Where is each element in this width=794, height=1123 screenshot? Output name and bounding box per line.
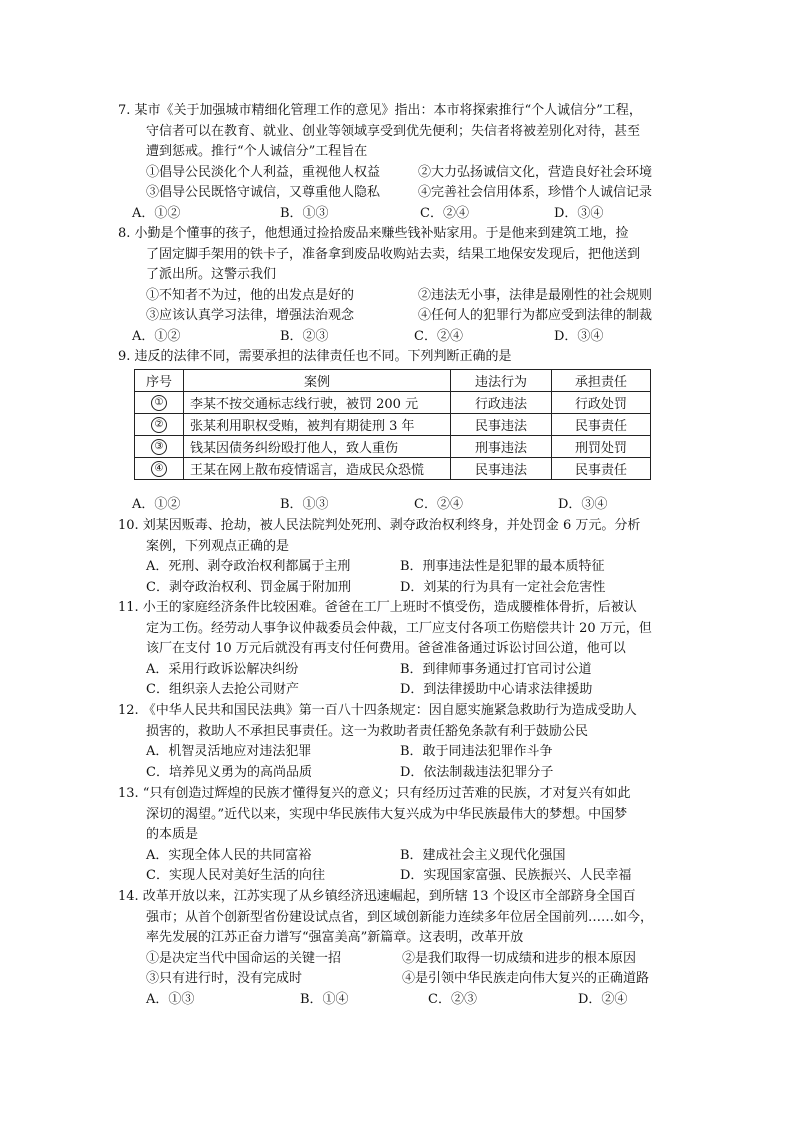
row-no: ④ — [151, 461, 167, 477]
q9-choice-d[interactable]: D．③④ — [558, 497, 608, 512]
q7-statements-row-2 — [118, 183, 678, 204]
table-header-act: 违法行为 — [451, 370, 552, 392]
q7-statement-3: ③倡导公民既恪守诚信，又尊重他人隐私 — [146, 185, 381, 200]
q11-stem-line-1: 11. 小王的家庭经济条件比较困难。爸爸在工厂上班时不慎受伤，造成腰椎体骨折，后被认 — [118, 600, 637, 615]
table-header-no: 序号 — [135, 370, 184, 392]
q9-choice-a[interactable]: A．①② — [132, 497, 181, 512]
q8-choices — [118, 327, 678, 348]
q9-choices — [118, 495, 678, 516]
q10-choices-row-2 — [118, 578, 678, 599]
q8-choice-d[interactable]: D．③④ — [554, 328, 604, 344]
q13-stem-line-1: 13. “只有创造过辉煌的民族才懂得复兴的意义；只有经历过苦难的民族，才对复兴有如此 — [118, 786, 631, 801]
q7-choice-a[interactable]: A．①② — [132, 205, 181, 221]
question-8 — [118, 224, 678, 347]
q12-stem-line-2: 损害的，救助人不承担民事责任。这一为救助者责任豁免条款有利于鼓励公民 — [146, 723, 589, 739]
q7-statement-4: ④完善社会信用体系，珍惜个人诚信记录 — [418, 185, 653, 200]
row-duty: 民事责任 — [552, 414, 651, 436]
q11-choice-b[interactable]: B．到律师事务通过打官司讨公道 — [400, 661, 592, 677]
q8-statement-4: ④任何人的犯罪行为都应受到法律的制裁 — [418, 308, 653, 323]
q8-statement-1: ①不知者不为过，他的出发点是好的 — [146, 287, 355, 303]
row-case: 王某在网上散布疫情谣言，造成民众恐慌 — [184, 458, 451, 480]
row-no: ③ — [151, 439, 167, 455]
q13-stem-line-2: 深切的渴望。”近代以来，实现中华民族伟大复兴成为中华民族最伟大的梦想。中国梦 — [146, 806, 628, 822]
q12-choice-a[interactable]: A．机智灵活地应对违法犯罪 — [146, 744, 312, 759]
q11-stem-line-3: 该厂在支付 10 万元后就没有再支付任何费用。爸爸准备通过诉讼讨回公道，他可以 — [146, 641, 626, 656]
row-act: 行政违法 — [451, 392, 552, 414]
q8-choice-a[interactable]: A．①② — [132, 328, 181, 344]
row-no: ① — [151, 395, 167, 411]
row-case: 钱某因债务纠纷殴打他人，致人重伤 — [184, 436, 451, 458]
table-header-case: 案例 — [184, 370, 451, 392]
q11-stem-line-2: 定为工伤。经劳动人事争议仲裁委员会仲裁，工厂应支付各项工伤赔偿共计 20 万元，但 — [146, 620, 652, 636]
q10-stem-line-1: 10. 刘某因贩毒、抢劫，被人民法院判处死刑、剥夺政治权利终身，并处罚金 6 万元。分析 — [118, 518, 641, 533]
q7-choice-c[interactable]: C．②④ — [420, 205, 469, 221]
q10-choice-c[interactable]: C．剥夺政治权利、罚金属于附加刑 — [146, 579, 351, 595]
q14-choice-a[interactable]: A．①③ — [146, 991, 195, 1007]
q9-choice-c[interactable]: C．②④ — [414, 497, 463, 512]
q8-statements-row-1 — [118, 286, 678, 307]
row-act: 刑事违法 — [451, 436, 552, 458]
q8-choice-c[interactable]: C．②④ — [414, 328, 463, 344]
row-no-cell — [135, 458, 184, 480]
q10-stem-line-2: 案例，下列观点正确的是 — [146, 538, 290, 554]
q11-choice-a[interactable]: A．采用行政诉讼解决纠纷 — [146, 661, 299, 677]
q7-choices — [118, 204, 678, 225]
q11-choice-d[interactable]: D．到法律援助中心请求法律援助 — [400, 682, 593, 697]
q13-choices-row-2 — [118, 866, 678, 887]
row-act: 民事违法 — [451, 458, 552, 480]
q13-choice-a[interactable]: A．实现全体人民的共同富裕 — [146, 847, 312, 863]
q9-case-table — [134, 369, 651, 480]
q9-stem: 9. 违反的法律不同，需要承担的法律责任也不同。下列判断正确的是 — [118, 349, 512, 364]
q14-choices — [118, 990, 678, 1011]
q10-choices-row-1 — [118, 557, 678, 578]
question-10 — [118, 516, 678, 598]
question-7 — [118, 101, 678, 224]
table-row — [135, 392, 651, 414]
question-14 — [118, 887, 678, 1010]
question-13 — [118, 784, 678, 887]
q11-choices-row-1 — [118, 660, 678, 681]
q14-statement-4: ④是引领中华民族走向伟大复兴的正确道路 — [402, 971, 650, 986]
q7-statement-1: ①倡导公民淡化个人利益，重视他人权益 — [146, 164, 381, 180]
q7-stem-line-3: 遭到惩戒。推行“个人诚信分”工程旨在 — [146, 144, 368, 159]
q12-choices-row-2 — [118, 763, 678, 784]
question-11 — [118, 598, 678, 701]
q7-stem-line-2: 守信者可以在教育、就业、创业等领域享受到优先便利；失信者将被差别化对待，甚至 — [146, 123, 641, 139]
table-header-row — [135, 370, 651, 392]
question-12 — [118, 701, 678, 783]
table-header-duty: 承担责任 — [552, 370, 651, 392]
table-row — [135, 414, 651, 436]
q12-stem-line-1: 12. 《中华人民共和国民法典》第一百八十四条规定：因自愿实施紧急救助行为造成受助人 — [118, 703, 637, 718]
row-case: 张某利用职权受贿，被判有期徒刑 3 年 — [184, 414, 451, 436]
q12-choices-row-1 — [118, 742, 678, 763]
table-row — [135, 458, 651, 480]
q7-choice-b[interactable]: B．①③ — [280, 205, 329, 221]
q10-choice-b[interactable]: B．刑事违法性是犯罪的最本质特征 — [400, 559, 605, 574]
q7-choice-d[interactable]: D．③④ — [554, 205, 604, 221]
q13-choices-row-1 — [118, 846, 678, 867]
q12-choice-b[interactable]: B．敢于同违法犯罪作斗争 — [400, 744, 553, 759]
q8-stem-line-1: 8. 小勤是个懂事的孩子，他想通过捡拾废品来赚些钱补贴家用。于是他来到建筑工地，捡 — [118, 226, 629, 241]
q9-choices-block — [118, 495, 678, 516]
q9-choice-b[interactable]: B．①③ — [280, 497, 329, 512]
q14-stem-line-1: 14. 改革开放以来，江苏实现了从乡镇经济迅速崛起，到所辖 13 个设区市全部跻身全国百 — [118, 889, 636, 904]
row-no-cell — [135, 414, 184, 436]
q13-choice-c[interactable]: C．实现人民对美好生活的向往 — [146, 868, 325, 883]
q14-stem-line-3: 率先发展的江苏正奋力谱写“强富美高”新篇章。这表明，改革开放 — [146, 930, 524, 945]
q13-stem-line-3: 的本质是 — [146, 827, 199, 842]
q10-choice-d[interactable]: D．刘某的行为具有一定社会危害性 — [400, 579, 606, 595]
q14-statements-row-2 — [118, 969, 678, 990]
row-act: 民事违法 — [451, 414, 552, 436]
q14-choice-c[interactable]: C．②③ — [428, 991, 477, 1007]
q8-stem-line-2: 了固定脚手架用的铁卡子，准备拿到废品收购站去卖，结果工地保安发现后，把他送到 — [146, 246, 641, 262]
q12-choice-d[interactable]: D．依法制裁违法犯罪分子 — [400, 764, 554, 780]
row-duty: 刑罚处罚 — [552, 436, 651, 458]
q13-choice-d[interactable]: D．实现国家富强、民族振兴、人民幸福 — [400, 868, 632, 883]
row-case: 李某不按交通标志线行驶，被罚 200 元 — [184, 392, 451, 414]
q10-choice-a[interactable]: A．死刑、剥夺政治权利都属于主刑 — [146, 559, 351, 574]
q8-statement-2: ②违法无小事，法律是最刚性的社会规则 — [418, 287, 653, 303]
row-no-cell — [135, 436, 184, 458]
row-no: ② — [151, 417, 167, 433]
q14-choice-b[interactable]: B．①④ — [300, 991, 349, 1007]
row-no-cell — [135, 392, 184, 414]
q14-statements-row-1 — [118, 949, 678, 970]
q7-stem-line-1: 7. 某市《关于加强城市精细化管理工作的意见》指出：本市将探索推行“个人诚信分”工程， — [118, 103, 642, 118]
q11-choice-c[interactable]: C．组织亲人去抢公司财产 — [146, 682, 299, 697]
q13-choice-b[interactable]: B．建成社会主义现代化强国 — [400, 847, 566, 863]
q14-statement-3: ③只有进行时，没有完成时 — [146, 971, 303, 986]
question-9 — [118, 347, 678, 368]
table-row — [135, 436, 651, 458]
q7-statements-row-1 — [118, 163, 678, 184]
q8-choice-b[interactable]: B．②③ — [280, 328, 329, 344]
q14-stem-line-2: 强市；从首个创新型省份建设试点省，到区域创新能力连续多年位居全国前列……如今， — [146, 909, 654, 925]
row-duty: 行政处罚 — [552, 392, 651, 414]
q12-choice-c[interactable]: C．培养见义勇为的高尚品质 — [146, 764, 312, 780]
q11-choices-row-2 — [118, 680, 678, 701]
q14-statement-1: ①是决定当代中国命运的关键一招 — [146, 950, 342, 966]
row-duty: 民事责任 — [552, 458, 651, 480]
q7-statement-2: ②大力弘扬诚信文化，营造良好社会环境 — [418, 164, 653, 180]
q8-stem-line-3: 了派出所。这警示我们 — [146, 267, 277, 282]
q8-statement-3: ③应该认真学习法律，增强法治观念 — [146, 308, 355, 323]
q8-statements-row-2 — [118, 306, 678, 327]
q14-choice-d[interactable]: D．②④ — [578, 991, 628, 1007]
q14-statement-2: ②是我们取得一切成绩和进步的根本原因 — [402, 950, 637, 966]
